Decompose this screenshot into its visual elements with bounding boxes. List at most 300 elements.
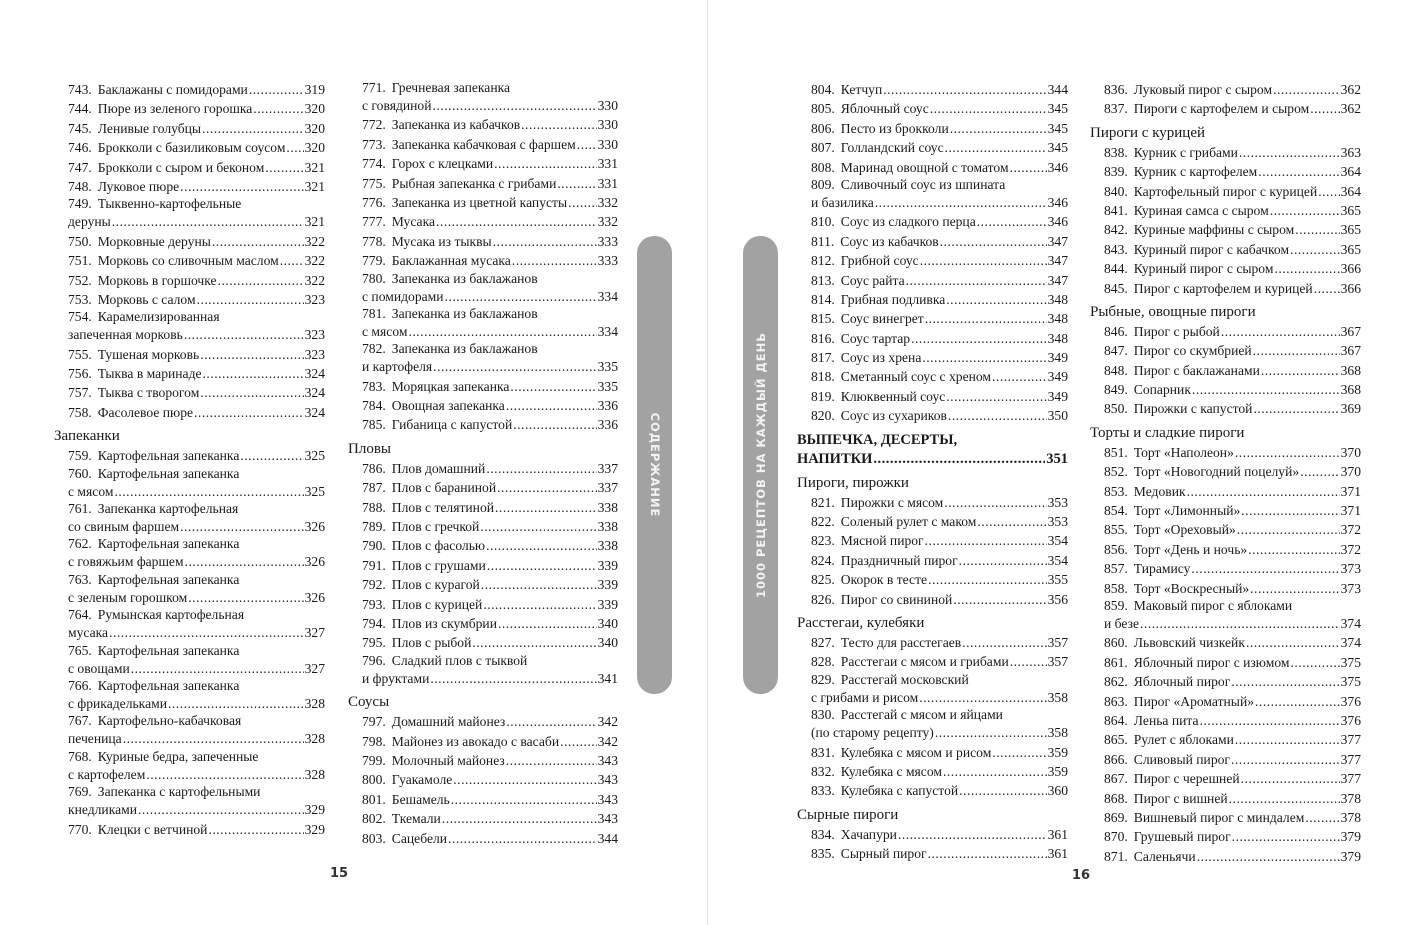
toc-entry[interactable] <box>1104 559 1361 578</box>
recipe-title: Баклажаны с помидорами <box>97 82 248 97</box>
recipe-title: Кулебяка с мясом и рисом <box>840 744 992 760</box>
recipe-title-continued: и картофеля <box>362 359 433 375</box>
page-ref: 326 <box>304 519 325 535</box>
page-ref: 366 <box>1340 261 1361 277</box>
recipe-title: Запеканка из цветной капусты <box>391 194 568 210</box>
toc-entry[interactable] <box>811 251 1068 270</box>
dot-leader <box>512 251 597 270</box>
recipe-number: 771. <box>362 80 386 95</box>
page-ref: 357 <box>1047 634 1068 650</box>
toc-entry[interactable] <box>68 345 325 364</box>
page-ref: 322 <box>304 233 325 249</box>
page-ref: 361 <box>1047 826 1068 842</box>
toc-entry[interactable] <box>1104 808 1361 827</box>
toc-entry[interactable] <box>811 290 1068 309</box>
dot-leader <box>1197 847 1340 866</box>
entry-line-2 <box>362 669 618 688</box>
toc-entry[interactable] <box>1104 598 1361 633</box>
toc-entry[interactable] <box>811 119 1068 138</box>
toc-entry[interactable] <box>1104 540 1361 559</box>
recipe-title: Картофельно-кабачковая <box>97 713 242 729</box>
toc-entry[interactable] <box>1104 847 1361 866</box>
toc-entry[interactable] <box>68 536 325 571</box>
page-ref: 344 <box>597 830 618 846</box>
recipe-number: 790. <box>362 538 386 554</box>
recipe-title: Плов с грушами <box>391 557 486 573</box>
dot-leader <box>506 396 597 415</box>
recipe-number: 784. <box>362 398 386 414</box>
page-ref: 325 <box>304 448 325 464</box>
toc-entry[interactable] <box>362 212 618 231</box>
page-ref: 346 <box>1047 214 1068 230</box>
dot-leader <box>1274 259 1339 278</box>
page-ref: 336 <box>597 398 618 414</box>
entry-line-2 <box>68 482 325 501</box>
entry-line-1 <box>362 80 618 96</box>
toc-entry[interactable] <box>68 678 325 713</box>
toc-entry[interactable] <box>68 643 325 678</box>
recipe-number: 796. <box>362 652 386 668</box>
toc-entry[interactable] <box>1104 501 1361 520</box>
recipe-number: 794. <box>362 615 386 631</box>
page-ref: 365 <box>1340 241 1361 257</box>
entry-line-2 <box>362 357 618 376</box>
recipe-number: 809. <box>811 176 835 192</box>
toc-entry[interactable] <box>1104 399 1361 418</box>
recipe-number: 778. <box>362 233 386 249</box>
dot-leader <box>506 712 596 731</box>
page-ref: 361 <box>1047 846 1068 862</box>
section-heading: Рыбные, овощные пироги <box>1090 303 1256 320</box>
page-ref: 322 <box>304 253 325 269</box>
toc-entry[interactable] <box>68 749 325 784</box>
recipe-title: Куриный пирог с сыром <box>1133 261 1274 277</box>
recipe-title: Сливочный соус из шпината <box>840 176 1006 192</box>
recipe-title: Соус из хрена <box>840 350 922 366</box>
dot-leader <box>1010 652 1047 671</box>
toc-entry[interactable] <box>68 501 325 536</box>
toc-entry[interactable] <box>68 177 325 196</box>
dot-leader <box>212 232 304 251</box>
page-ref: 332 <box>597 194 618 210</box>
recipe-title: Мусака из тыквы <box>391 233 492 249</box>
recipe-number: 806. <box>811 120 835 136</box>
recipe-number: 862. <box>1104 674 1128 690</box>
toc-entry[interactable] <box>1104 143 1361 162</box>
recipe-number: 793. <box>362 596 386 612</box>
page-ref: 372 <box>1340 522 1361 538</box>
toc-entry[interactable] <box>362 232 618 251</box>
page-number-left: 15 <box>330 866 349 881</box>
toc-entry[interactable] <box>811 367 1068 386</box>
recipe-number: 871. <box>1104 848 1128 864</box>
toc-entry[interactable] <box>362 478 618 497</box>
page-ref: 335 <box>597 378 618 394</box>
entry-line-1 <box>811 672 1068 688</box>
toc-entry[interactable] <box>362 517 618 536</box>
page-ref: 364 <box>1340 164 1361 180</box>
page-ref: 338 <box>597 519 618 535</box>
page-ref: 321 <box>304 214 325 230</box>
recipe-number: 792. <box>362 577 386 593</box>
dot-leader <box>977 212 1047 231</box>
section-heading: Соусы <box>348 694 390 711</box>
toc-entry[interactable] <box>68 232 325 251</box>
toc-entry[interactable] <box>1104 482 1361 501</box>
toc-entry[interactable] <box>362 653 618 688</box>
toc-entry[interactable] <box>1104 579 1361 598</box>
recipe-number: 846. <box>1104 323 1128 339</box>
recipe-number: 773. <box>362 136 386 152</box>
recipe-title: Кулебяка с капустой <box>840 783 959 799</box>
page-ref: 321 <box>304 178 325 194</box>
toc-entry[interactable] <box>362 396 618 415</box>
page-ref: 340 <box>597 615 618 631</box>
page-ref: 323 <box>304 291 325 307</box>
toc-entry[interactable] <box>811 707 1068 742</box>
recipe-title: Плов с гречкой <box>391 519 480 535</box>
entry-line-2 <box>1104 614 1361 633</box>
toc-entry[interactable] <box>362 306 618 341</box>
toc-entry[interactable] <box>811 781 1068 800</box>
recipe-title: Соленый рулет с маком <box>840 514 977 530</box>
toc-entry[interactable] <box>362 770 618 789</box>
toc-entry[interactable] <box>362 251 618 270</box>
page-ref: 348 <box>1047 311 1068 327</box>
recipe-title: Соус тартар <box>840 330 911 346</box>
dot-leader <box>208 820 303 839</box>
toc-entry[interactable] <box>362 829 618 848</box>
toc-entry[interactable] <box>68 138 325 157</box>
toc-entry[interactable] <box>362 271 618 306</box>
toc-entry[interactable] <box>811 590 1068 609</box>
toc-entry[interactable] <box>811 633 1068 652</box>
recipe-title: Мусака <box>391 214 436 230</box>
dot-leader <box>959 781 1046 800</box>
entry-line-2 <box>68 552 325 571</box>
toc-entry[interactable] <box>1104 162 1361 181</box>
toc-entry[interactable] <box>811 512 1068 531</box>
toc-entry[interactable] <box>362 790 618 809</box>
recipe-number: 827. <box>811 634 835 650</box>
toc-entry[interactable] <box>1104 672 1361 691</box>
toc-entry[interactable] <box>68 572 325 607</box>
dot-leader <box>1221 322 1340 341</box>
toc-entry[interactable] <box>362 415 618 434</box>
toc-entry[interactable] <box>811 844 1068 863</box>
dot-leader <box>188 588 303 607</box>
page-ref: 320 <box>304 140 325 156</box>
toc-entry[interactable] <box>68 364 325 383</box>
dot-leader <box>497 478 596 497</box>
dot-leader <box>945 138 1047 157</box>
dot-leader <box>1250 579 1339 598</box>
toc-entry[interactable] <box>1104 80 1361 99</box>
toc-entry[interactable] <box>811 825 1068 844</box>
toc-entry[interactable] <box>362 751 618 770</box>
toc-entry[interactable] <box>811 652 1068 671</box>
page-ref: 356 <box>1047 591 1068 607</box>
toc-entry[interactable] <box>362 556 618 575</box>
entry-line-1 <box>68 536 325 552</box>
toc-entry[interactable] <box>68 466 325 501</box>
recipe-number: 869. <box>1104 809 1128 825</box>
toc-entry[interactable] <box>68 119 325 138</box>
toc-entry[interactable] <box>1104 730 1361 749</box>
toc-entry[interactable] <box>362 712 618 731</box>
toc-entry[interactable] <box>68 607 325 642</box>
toc-entry[interactable] <box>68 784 325 819</box>
dot-leader <box>185 552 304 571</box>
recipe-title: Брокколи с сыром и беконом <box>97 159 265 175</box>
page-ref: 330 <box>597 117 618 133</box>
toc-entry[interactable] <box>1104 361 1361 380</box>
toc-entry[interactable] <box>362 633 618 652</box>
toc-entry[interactable] <box>811 177 1068 212</box>
recipe-title: Пюре из зеленого горошка <box>97 101 253 117</box>
toc-entry[interactable] <box>1104 443 1361 462</box>
toc-entry[interactable] <box>1104 201 1361 220</box>
toc-entry[interactable] <box>362 115 618 134</box>
page-ref: 359 <box>1047 763 1068 779</box>
toc-entry[interactable] <box>1104 520 1361 539</box>
toc-entry[interactable] <box>811 138 1068 157</box>
dot-leader <box>123 729 304 748</box>
recipe-number: 758. <box>68 404 92 420</box>
toc-entry[interactable] <box>1104 462 1361 481</box>
entry-line-1 <box>68 309 325 325</box>
toc-entry[interactable] <box>68 290 325 309</box>
toc-entry[interactable] <box>362 459 618 478</box>
toc-entry[interactable] <box>362 809 618 828</box>
recipe-number: 791. <box>362 557 386 573</box>
recipe-number: 802. <box>362 811 386 827</box>
toc-entry[interactable] <box>68 99 325 118</box>
toc-entry[interactable] <box>811 212 1068 231</box>
page-ref: 370 <box>1340 464 1361 480</box>
recipe-title: Морковь в горшочке <box>97 272 217 288</box>
recipe-number: 836. <box>1104 82 1128 97</box>
entry-line-2 <box>362 322 618 341</box>
recipe-number: 787. <box>362 480 386 496</box>
toc-entry[interactable] <box>1104 322 1361 341</box>
dot-leader <box>493 232 597 251</box>
toc-entry[interactable] <box>1104 827 1361 846</box>
toc-entry[interactable] <box>68 196 325 231</box>
toc-entry[interactable] <box>811 762 1068 781</box>
dot-leader <box>1229 789 1340 808</box>
toc-entry[interactable] <box>1104 279 1361 298</box>
recipe-number: 841. <box>1104 202 1128 218</box>
toc-entry[interactable] <box>1104 341 1361 360</box>
recipe-title: Карамелизированная <box>97 309 220 325</box>
toc-entry[interactable] <box>811 271 1068 290</box>
entry-line-1 <box>68 607 325 623</box>
recipe-title: Запеканка кабачковая с фаршем <box>391 136 576 152</box>
toc-entry[interactable] <box>362 536 618 555</box>
toc-entry[interactable] <box>811 99 1068 118</box>
recipe-title: Картофельная запеканка <box>97 571 240 587</box>
dot-leader <box>286 138 303 157</box>
dot-leader <box>1270 201 1340 220</box>
toc-entry[interactable] <box>68 271 325 290</box>
toc-entry[interactable] <box>811 493 1068 512</box>
dot-leader <box>992 367 1047 386</box>
toc-entry[interactable] <box>811 406 1068 425</box>
recipe-number: 826. <box>811 591 835 607</box>
toc-entry[interactable] <box>811 80 1068 99</box>
page-ref: 333 <box>597 233 618 249</box>
toc-entry[interactable] <box>811 551 1068 570</box>
dot-leader <box>249 80 304 99</box>
recipe-title: Куриные бедра, запеченные <box>97 748 259 764</box>
dot-leader <box>486 459 596 478</box>
dot-leader <box>1235 443 1340 462</box>
toc-entry[interactable] <box>68 446 325 465</box>
page-ref: 324 <box>304 385 325 401</box>
entry-line-2 <box>362 287 618 306</box>
toc-entry[interactable] <box>1104 182 1361 201</box>
recipe-number: 789. <box>362 519 386 535</box>
recipe-number: 870. <box>1104 829 1128 845</box>
recipe-title: Торт «Новогодний поцелуй» <box>1133 464 1300 480</box>
recipe-title: Торт «Воскресный» <box>1133 580 1250 596</box>
toc-entry[interactable] <box>362 732 618 751</box>
toc-entry[interactable] <box>1104 259 1361 278</box>
dot-leader <box>1255 692 1340 711</box>
toc-entry[interactable] <box>362 341 618 376</box>
toc-entry[interactable] <box>1104 220 1361 239</box>
dot-leader <box>1295 220 1339 239</box>
toc-entry[interactable] <box>811 348 1068 367</box>
toc-entry[interactable] <box>1104 380 1361 399</box>
toc-entry[interactable] <box>811 743 1068 762</box>
toc-entry[interactable] <box>811 570 1068 589</box>
toc-entry[interactable] <box>362 174 618 193</box>
toc-entry[interactable] <box>1104 692 1361 711</box>
recipe-title-continued: с говядиной <box>362 98 432 113</box>
dot-leader <box>928 844 1047 863</box>
page-ref: 333 <box>597 253 618 269</box>
toc-entry[interactable] <box>362 193 618 212</box>
recipe-title: Картофельная запеканка <box>97 448 240 464</box>
toc-entry[interactable] <box>811 531 1068 550</box>
section-heading: Сырные пироги <box>797 806 899 823</box>
page-ref: 339 <box>597 557 618 573</box>
recipe-title: Медовик <box>1133 483 1186 499</box>
page-ref: 347 <box>1047 233 1068 249</box>
page-ref: 321 <box>304 159 325 175</box>
page-ref: 328 <box>304 695 325 711</box>
entry-line-2 <box>68 800 325 819</box>
recipe-number: 817. <box>811 350 835 366</box>
toc-entry[interactable] <box>68 383 325 402</box>
recipe-title: Румынская картофельная <box>97 607 245 623</box>
dot-leader <box>146 765 303 784</box>
toc-entry[interactable] <box>1104 711 1361 730</box>
recipe-number: 864. <box>1104 712 1128 728</box>
toc-entry[interactable] <box>1104 750 1361 769</box>
dot-leader <box>930 99 1047 118</box>
toc-entry[interactable] <box>811 309 1068 328</box>
recipe-title: Клюквенный соус <box>840 388 946 404</box>
toc-entry[interactable] <box>1104 240 1361 259</box>
toc-entry[interactable] <box>811 158 1068 177</box>
entry-line-1 <box>362 306 618 322</box>
toc-entry[interactable] <box>68 713 325 748</box>
toc-entry[interactable] <box>362 575 618 594</box>
dot-leader <box>1231 750 1340 769</box>
recipe-number: 769. <box>68 784 92 800</box>
dot-leader <box>138 800 304 819</box>
recipe-number: 798. <box>362 733 386 749</box>
dot-leader <box>1239 143 1340 162</box>
dot-leader <box>577 135 597 154</box>
toc-entry[interactable] <box>362 135 618 154</box>
dot-leader <box>200 345 303 364</box>
book-title-side-tab <box>743 236 778 694</box>
toc-entry[interactable] <box>811 232 1068 251</box>
toc-entry[interactable] <box>811 387 1068 406</box>
recipe-number: 853. <box>1104 483 1128 499</box>
toc-entry[interactable] <box>811 672 1068 707</box>
recipe-number: 763. <box>68 571 92 587</box>
toc-entry[interactable] <box>362 498 618 517</box>
toc-entry[interactable] <box>1104 633 1361 652</box>
recipe-number: 799. <box>362 752 386 768</box>
page-ref: 355 <box>1047 572 1068 588</box>
toc-entry[interactable] <box>811 329 1068 348</box>
recipe-number: 847. <box>1104 343 1128 359</box>
recipe-title: Грушевый пирог <box>1133 829 1231 845</box>
recipe-title: Маковый пирог с яблоками <box>1133 597 1293 613</box>
toc-entry[interactable] <box>362 80 618 115</box>
recipe-title: Саленьячи <box>1133 848 1196 864</box>
recipe-number: 837. <box>1104 101 1128 117</box>
book-title-tab-label: 1000 РЕЦЕПТОВ НА КАЖДЫЙ ДЕНЬ <box>753 331 768 599</box>
page-ref: 339 <box>597 577 618 593</box>
page-ref: 345 <box>1047 120 1068 136</box>
toc-entry[interactable] <box>68 251 325 270</box>
page-ref: 371 <box>1340 483 1361 499</box>
chapter-heading[interactable] <box>797 432 1068 469</box>
toc-column-3 <box>797 80 1068 864</box>
recipe-title: Тесто для расстегаев <box>840 634 962 650</box>
toc-entry[interactable] <box>68 820 325 839</box>
toc-entry[interactable] <box>1104 789 1361 808</box>
toc-entry[interactable] <box>1104 653 1361 672</box>
toc-entry[interactable] <box>1104 99 1361 118</box>
page-ref: 323 <box>304 327 325 343</box>
toc-entry[interactable] <box>68 403 325 422</box>
toc-entry[interactable] <box>362 595 618 614</box>
toc-entry[interactable] <box>68 309 325 344</box>
recipe-number: 761. <box>68 501 92 517</box>
dot-leader <box>1314 279 1340 298</box>
page-ref: 323 <box>304 346 325 362</box>
recipe-number: 785. <box>362 417 386 433</box>
toc-entry[interactable] <box>68 80 325 99</box>
toc-entry[interactable] <box>1104 769 1361 788</box>
toc-entry[interactable] <box>362 614 618 633</box>
recipe-number: 776. <box>362 194 386 210</box>
toc-entry[interactable] <box>68 158 325 177</box>
dot-leader <box>946 387 1046 406</box>
toc-entry[interactable] <box>362 377 618 396</box>
dot-leader <box>218 271 304 290</box>
toc-entry[interactable] <box>362 154 618 173</box>
dot-leader <box>510 377 596 396</box>
